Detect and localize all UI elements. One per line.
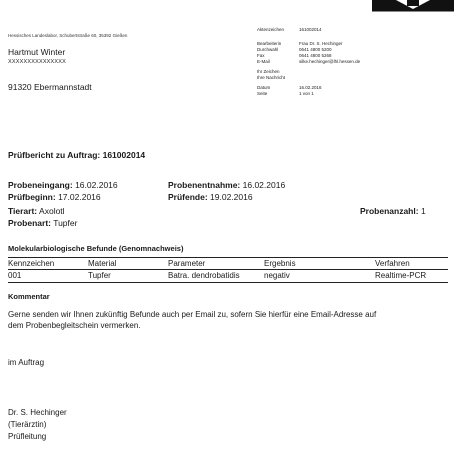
probeneingang-label: Probeneingang: [8,180,73,190]
header-material: Material [88,259,117,268]
signature-role: Prüfleitung [8,432,47,441]
probenanzahl-label: Probenanzahl: [360,206,419,216]
probenentnahme-label: Probenentnahme: [168,180,241,190]
table-row [8,270,448,281]
probenanzahl [360,206,426,216]
header-verfahren: Verfahren [375,259,410,268]
meta-key: Ihre Nachricht [257,75,286,80]
recipient-city: 91320 Ebermannstadt [8,82,92,92]
meta-key: Fax [257,53,265,58]
cell-ergebnis: negativ [264,271,290,280]
pruefbeginn-label: Prüfbeginn: [8,192,56,202]
probenart-label: Probenart: [8,218,51,228]
table-header-row [8,259,448,270]
comment-line-1: Gerne senden wir Ihnen zukünftig Befunde auch per Email zu, sofern Sie hierfür eine Email-Adresse auf [8,310,377,319]
table-top-rule [8,257,448,258]
probenart [8,218,77,228]
tierart-value: Axolotl [39,206,65,216]
meta-row-durchwahl [257,47,332,53]
header-parameter: Parameter [168,259,206,268]
cell-parameter: Batra. dendrobatidis [168,271,240,280]
probenanzahl-value: 1 [420,206,426,216]
probeneingang-value: 16.02.2016 [75,180,118,190]
pruefende [168,192,253,202]
cell-material: Tupfer [88,271,111,280]
tierart-label: Tierart: [8,206,38,216]
meta-key: Seite [257,91,268,96]
cell-kennzeichen: 001 [8,271,22,280]
meta-value: 0641 4800 5268 [299,53,332,58]
cell-verfahren: Realtime-PCR [375,271,427,280]
meta-row-seite [257,91,314,97]
meta-value: 16.02.2016 [299,85,322,90]
section-title: Molekularbiologische Befunde (Genomnachweis) [8,244,184,253]
comment-line-2: dem Probenbegleitschein vermerken. [8,321,141,330]
results-table [8,259,448,280]
meta-key: Datum [257,85,271,90]
pruefbeginn [8,192,101,202]
meta-row-fax [257,53,332,59]
lab-logo [366,0,460,12]
signature-title: (Tierärztin) [8,420,47,429]
pruefbeginn-value: 17.02.2016 [58,192,101,202]
meta-row-bearbeiterin [257,41,343,47]
meta-row-aktenzeichen [257,27,322,33]
meta-value: 161002014 [299,27,322,32]
probenentnahme [168,180,285,190]
sender-address-line: Hessisches Landeslabor, Schubertstraße 60, 35392 Gießen [8,33,128,38]
comment-title: Kommentar [8,292,50,301]
recipient-redacted: XXXXXXXXXXXXXXX [8,59,67,65]
recipient-name: Hartmut Winter [8,47,66,57]
meta-key: Bearbeiterin [257,41,282,46]
meta-key: Ihr Zeichen [257,69,280,74]
im-auftrag: im Auftrag [8,358,45,367]
pruefende-label: Prüfende: [168,192,208,202]
probenart-value: Tupfer [53,218,78,228]
header-kennzeichen: Kennzeichen [8,259,55,268]
meta-value: 0641 4800 5200 [299,47,332,52]
report-title: Prüfbericht zu Auftrag: 161002014 [8,150,146,160]
table-bottom-rule [8,282,448,283]
header-ergebnis: Ergebnis [264,259,296,268]
pruefende-value: 19.02.2016 [210,192,253,202]
meta-key: Aktenzeichen [257,27,285,32]
meta-key: E-Mail [257,59,270,64]
meta-row-email [257,59,360,65]
probenentnahme-value: 16.02.2016 [242,180,286,190]
meta-row-ihr-zeichen [257,69,299,75]
meta-value: silke.hechinger@lhl.hessen.de [299,59,361,64]
meta-row-ihre-nachricht [257,75,299,81]
signature-name: Dr. S. Hechinger [8,408,67,417]
meta-value: Frau Dr. S. Hechinger [299,41,343,46]
meta-key: Durchwahl [257,47,279,52]
tierart [8,206,65,216]
meta-value: 1 von 1 [299,91,314,96]
meta-row-datum [257,85,322,91]
probeneingang [8,180,118,190]
